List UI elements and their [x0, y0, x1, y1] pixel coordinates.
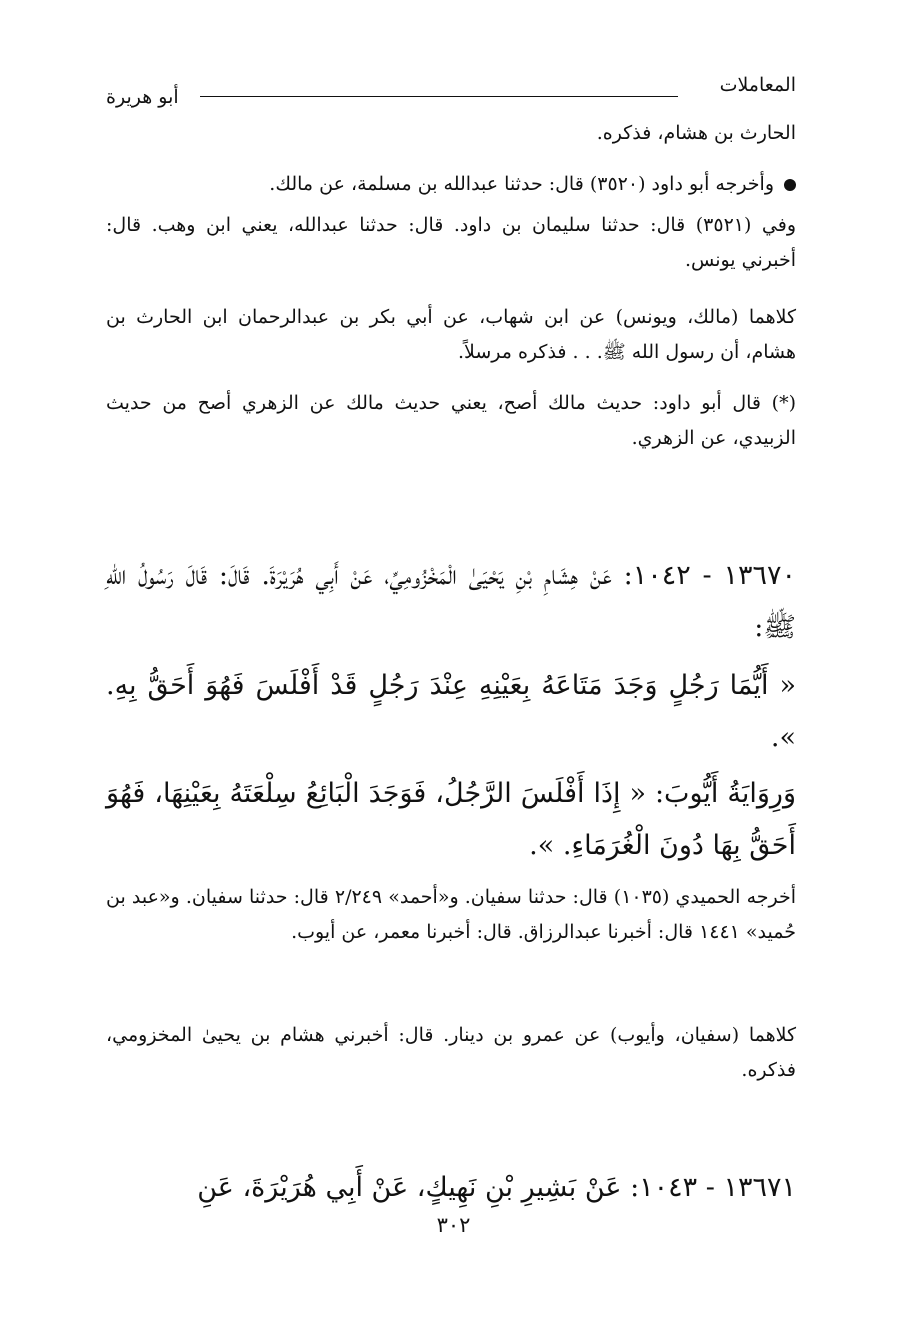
hadith-1043-isnad: ١٣٦٧١ - ١٠٤٣: عَنْ بَشِيرِ بْنِ نَهِيكٍ، عَنْ أَبِي هُرَيْرَةَ، عَنِ	[197, 1172, 796, 1203]
note-text: وأخرجه أبو داود (٣٥٢٠) قال: حدثنا عبدالله بن مسلمة، عن مالك.	[269, 173, 774, 195]
bullet-icon	[784, 179, 796, 191]
hadith-1042-isnad: ١٣٦٧٠ - ١٠٤٢: عَنْ هِشَامِ بْنِ يَحْيَىٰ الْمَخْزُومِيِّ، عَنْ أَبِي هُرَيْرَةَ. قَالَ: قَالَ رَسُولُ اللهِ ﷺ:	[106, 560, 796, 643]
page-number: ٣٠٢	[436, 1213, 471, 1237]
note-both-chains: كلاهما (مالك، ويونس) عن ابن شهاب، عن أبي بكر بن عبدالرحمان ابن الحارث بن هشام، أن رسول الله ﷺ. . . فذكره مرسلاً.	[106, 306, 796, 363]
note-takhrij-second: وفي (٣٥٢١) قال: حدثنا سليمان بن داود. قال: حدثنا عبدالله، يعني ابن وهب. قال: أخبرني يونس.	[106, 214, 797, 271]
note-takhrij-humaydi: أخرجه الحميدي (١٠٣٥) قال: حدثنا سفيان. و«أحمد» ٢/٢٤٩ قال: حدثنا سفيان. و«عبد بن حُميد» ١٤٤١ قال: أخبرنا عبدالرزاق. قال: أخبرنا معمر، عن أيوب.	[106, 886, 797, 943]
note-abu-dawud-comment: (*) قال أبو داود: حديث مالك أصح، يعني حديث مالك عن الزهري أصح من حديث الزبيدي، عن الزهري.	[106, 392, 796, 449]
header-rule	[200, 96, 678, 97]
note-takhrij-abu-dawud	[106, 167, 796, 202]
running-header	[106, 74, 796, 108]
hadith-1042-matn: « أَيُّمَا رَجُلٍ وَجَدَ مَتَاعَهُ بِعَيْنِهِ عِنْدَ رَجُلٍ قَدْ أَفْلَسَ فَهُوَ أَحَقُّ بِهِ. ».	[106, 670, 796, 753]
note-continuation: الحارث بن هشام، فذكره.	[596, 122, 796, 144]
section-title: المعاملات	[719, 74, 796, 96]
note-both-sufyan-ayyub: كلاهما (سفيان، وأيوب) عن عمرو بن دينار. قال: أخبرني هشام بن يحيىٰ المخزومي، فذكره.	[106, 1024, 796, 1081]
hadith-1042-ayyub-version: وَرِوَايَةُ أَيُّوبَ: « إِذَا أَفْلَسَ الرَّجُلُ، فَوَجَدَ الْبَائِعُ سِلْعَتَهُ بِعَيْنِهَا، فَهُوَ أَحَقُّ بِهَا دُونَ الْغُرَمَاءِ. ».	[106, 778, 796, 861]
narrator-name: أبو هريرة	[106, 86, 179, 108]
